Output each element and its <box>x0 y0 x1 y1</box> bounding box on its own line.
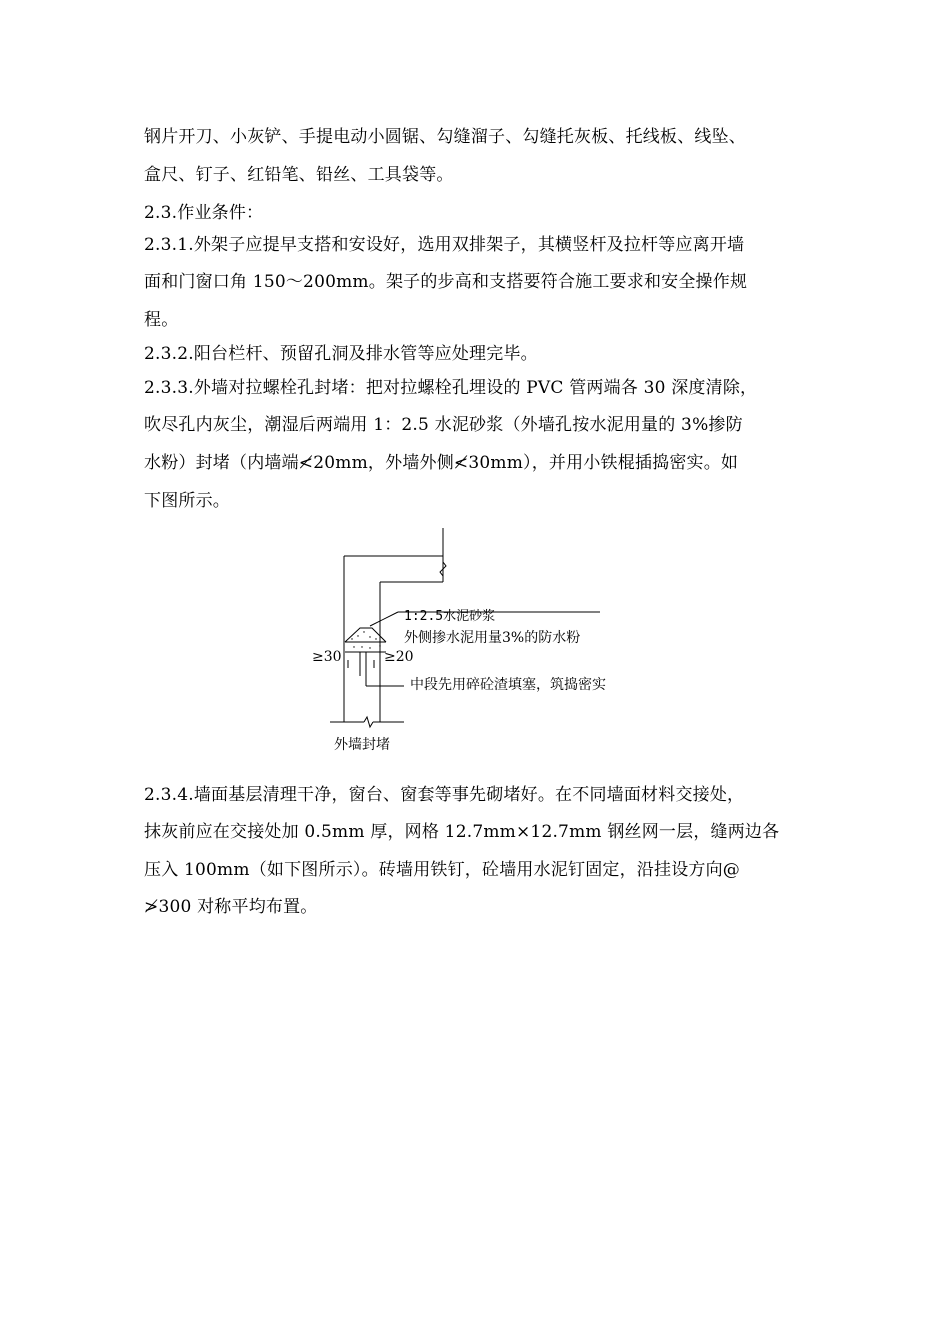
label-outer-depth: ≥30 <box>312 649 342 665</box>
label-inner-depth: ≥20 <box>384 649 414 665</box>
label-middle-fill: 中段先用碎砼渣填塞，筑捣密实 <box>410 677 606 693</box>
text-line: 盒尺、钉子、红铅笔、铅丝、工具袋等。 <box>144 165 454 185</box>
text-line: 2.3.1.外架子应提早支搭和安设好，选用双排架子，其横竖杆及拉杆等应离开墙 <box>144 235 745 255</box>
figure-caption: 外墙封堵 <box>334 737 390 753</box>
text-line: 面和门窗口角 150～200mm。架子的步高和支搭要符合施工要求和安全操作规 <box>144 272 748 292</box>
text-line: ≯300 对称平均布置。 <box>144 897 318 917</box>
text-line: 程。 <box>144 310 179 330</box>
text-line: 抹灰前应在交接处加 0.5mm 厚，网格 12.7mm×12.7mm 钢丝网一层，缝两边各 <box>144 822 780 842</box>
diagram-drawing <box>300 526 660 766</box>
text-line: 2.3.4.墙面基层清理干净，窗台、窗套等事先砌堵好。在不同墙面材料交接处， <box>144 785 745 805</box>
leader-line <box>370 612 398 626</box>
text-line: 2.3.2.阳台栏杆、预留孔洞及排水管等应处理完毕。 <box>144 344 538 364</box>
label-waterproof: 外侧掺水泥用量3%的防水粉 <box>404 630 581 646</box>
label-mortar: 1:2.5水泥砂浆 <box>404 609 496 624</box>
text-line: 2.3.3.外墙对拉螺栓孔封堵：把对拉螺栓孔埋设的 PVC 管两端各 30 深度清除， <box>144 378 758 398</box>
text-line: 吹尽孔内灰尘，潮湿后两端用 1：2.5 水泥砂浆（外墙孔按水泥用量的 3%掺防 <box>144 415 743 435</box>
text-line: 压入 100mm（如下图所示）。砖墙用铁钉，砼墙用水泥钉固定，沿挂设方向@ <box>144 860 740 880</box>
text-line: 钢片开刀、小灰铲、手提电动小圆锯、勾缝溜子、勾缝托灰板、托线板、线坠、 <box>144 127 746 147</box>
break-mark <box>364 717 373 727</box>
text-line: 下图所示。 <box>144 491 230 511</box>
section-heading: 2.3.作业条件： <box>144 203 264 223</box>
wall-sealing-diagram <box>300 526 660 766</box>
text-line: 水粉）封堵（内墙端≮20mm，外墙外侧≮30mm），并用小铁棍插捣密实。如 <box>144 453 739 473</box>
